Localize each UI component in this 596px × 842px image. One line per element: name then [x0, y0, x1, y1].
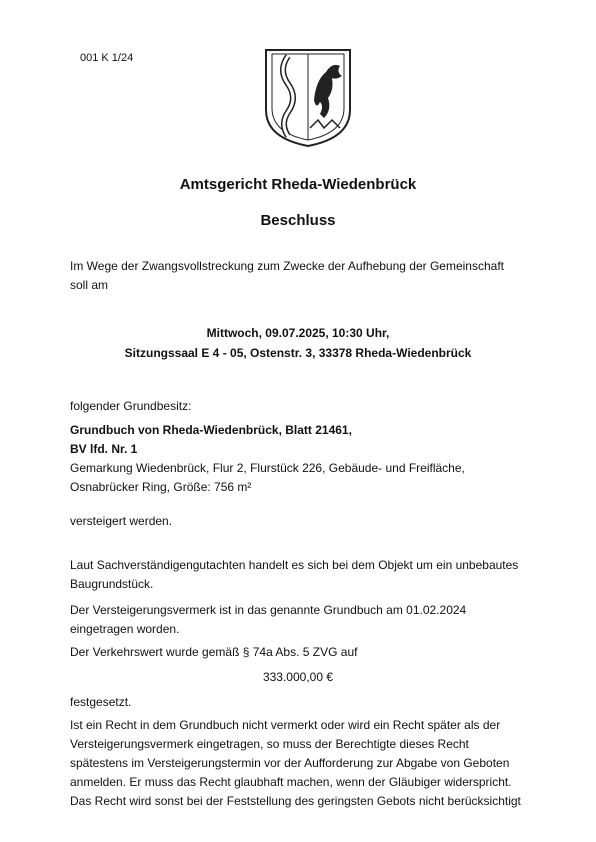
recht-line-4: anmelden. Er muss das Recht glaubhaft machen, wenn der Gläubiger widerspricht. [70, 775, 512, 789]
gemarkung-line-1: Gemarkung Wiedenbrück, Flur 2, Flurstück 226, Gebäude- und Freifläche, [70, 461, 465, 475]
vermerk-line-1: Der Versteigerungsvermerk ist in das genannte Grundbuch am 01.02.2024 [70, 603, 467, 617]
vermerk-line-2: eingetragen worden. [70, 622, 180, 636]
auction-date-time: Mittwoch, 09.07.2025, 10:30 Uhr, [206, 326, 390, 340]
verkehrswert-line: Der Verkehrswert wurde gemäß § 74a Abs. 5 ZVG auf [70, 645, 358, 659]
auction-location: Sitzungssaal E 4 - 05, Ostenstr. 3, 33378 Rheda-Wiedenbrück [124, 346, 472, 360]
property-label: folgender Grundbesitz: [70, 399, 192, 413]
property-value: 333.000,00 € [262, 670, 334, 684]
grundbuch-entry: Grundbuch von Rheda-Wiedenbrück, Blatt 21461, [70, 423, 352, 437]
case-reference: 001 K 1/24 [80, 52, 134, 64]
document-title: Beschluss [260, 212, 336, 229]
recht-line-3: spätestens im Versteigerungstermin vor der Aufforderung zur Abgabe von Geboten [70, 756, 510, 770]
versteigert-text: versteigert werden. [70, 514, 173, 528]
festgesetzt-text: festgesetzt. [70, 695, 132, 709]
intro-line-1: Im Wege der Zwangsvollstreckung zum Zwecke der Aufhebung der Gemeinschaft [70, 259, 504, 273]
coat-of-arms-crest [258, 40, 358, 150]
court-name: Amtsgericht Rheda-Wiedenbrück [179, 176, 417, 193]
gutachten-line-1: Laut Sachverständigengutachten handelt es sich bei dem Objekt um ein unbebautes [70, 558, 519, 572]
recht-line-2: Versteigerungsvermerk eingetragen, so muss der Berechtigte dieses Recht [70, 737, 469, 751]
bv-number: BV lfd. Nr. 1 [70, 442, 138, 456]
recht-line-5: Das Recht wird sonst bei der Feststellung des geringsten Gebots nicht berücksichtigt [70, 794, 521, 808]
intro-line-2: soll am [70, 278, 109, 292]
recht-line-1: Ist ein Recht in dem Grundbuch nicht vermerkt oder wird ein Recht später als der [70, 718, 501, 732]
gemarkung-line-2: Osnabrücker Ring, Größe: 756 m² [70, 480, 252, 494]
gutachten-line-2: Baugrundstück. [70, 577, 154, 591]
